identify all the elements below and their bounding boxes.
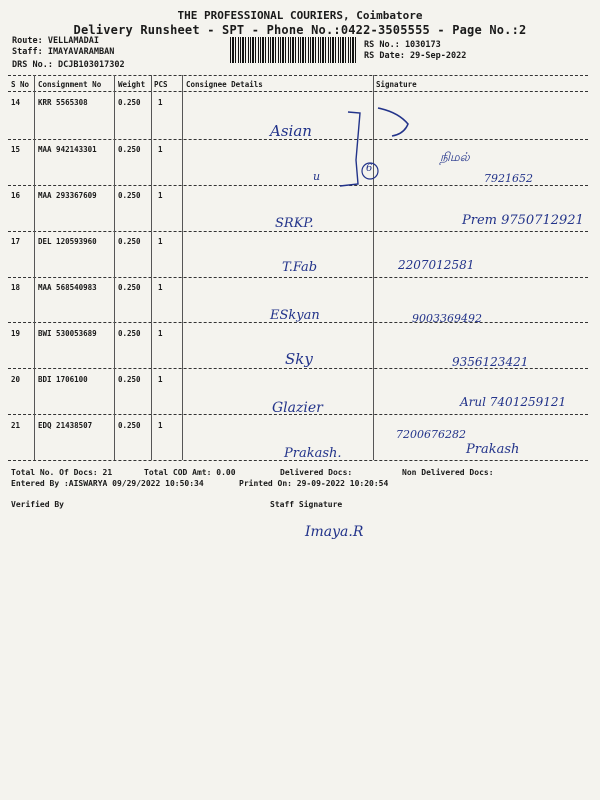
col-header-weight: Weight [118, 80, 146, 89]
weight: 0.250 [118, 283, 141, 292]
handwritten-tfab: T.Fab [282, 260, 318, 275]
handwritten-sky: Sky [285, 350, 313, 368]
pcs: 1 [158, 191, 163, 200]
sno: 14 [11, 98, 21, 107]
sno: 15 [11, 145, 21, 154]
consignment-no: DEL 120593960 [38, 237, 97, 246]
weight: 0.250 [118, 191, 141, 200]
company-title: THE PROFESSIONAL COURIERS, Coimbatore [177, 9, 423, 22]
bracket-stroke [340, 112, 360, 186]
non-delivered-docs: Non Delivered Docs: [402, 468, 494, 477]
signature-row15-phone: 7921652 [484, 172, 533, 185]
col-header-sno: S No [11, 80, 30, 89]
signature-row19: 9356123421 [452, 355, 529, 369]
consignment-no: MAA 568540983 [38, 283, 97, 292]
sno: 17 [11, 237, 21, 246]
drs-number: DRS No.: DCJB103017302 [12, 60, 125, 70]
staff-signature: Imaya.R [305, 524, 364, 540]
weight: 0.250 [118, 98, 141, 107]
pcs: 1 [158, 329, 163, 338]
signature-row17: 2207012581 [398, 258, 475, 272]
consignment-no: BDI 1706100 [38, 375, 88, 384]
handwritten-u: u [313, 170, 321, 183]
consignment-no: MAA 293367609 [38, 191, 97, 200]
consignment-no: KRR 5565308 [38, 98, 88, 107]
weight: 0.250 [118, 421, 141, 430]
col-header-signature: Signature [376, 80, 417, 89]
sno: 20 [11, 375, 21, 384]
pcs: 1 [158, 145, 163, 154]
pcs: 1 [158, 237, 163, 246]
signature-row20: Arul 7401259121 [460, 395, 567, 409]
runsheet-title: Delivery Runsheet - SPT - Phone No.:0422-3505555 - Page No.:2 [73, 23, 527, 37]
pcs: 1 [158, 421, 163, 430]
handwritten-srkp: SRKP. [275, 216, 314, 231]
sno: 18 [11, 283, 21, 292]
sno: 16 [11, 191, 21, 200]
signature-row21-phone: 7200676282 [396, 428, 466, 441]
signature-row21: Prakash [466, 442, 520, 457]
verified-by: Verified By [11, 500, 64, 509]
rs-number: RS No.: 1030173 [364, 40, 441, 50]
signature-row18: 9003369492 [412, 312, 482, 325]
pcs: 1 [158, 98, 163, 107]
consignment-no: EDQ 21438507 [38, 421, 93, 430]
staff-label: Staff: IMAYAVARAMBAN [12, 47, 115, 57]
consignment-no: MAA 942143301 [38, 145, 97, 154]
entered-by: Entered By :AISWARYA 09/29/2022 10:50:34 [11, 479, 204, 488]
delivered-docs: Delivered Docs: [280, 468, 353, 477]
handwritten-glazier: Glazier [272, 400, 323, 416]
col-header-consignment: Consignment No [38, 80, 102, 89]
total-cod: Total COD Amt: 0.00 [144, 468, 236, 477]
staff-signature-label: Staff Signature [270, 500, 343, 509]
col-header-pcs: PCS [154, 80, 168, 89]
weight: 0.250 [118, 145, 141, 154]
pcs: 1 [158, 283, 163, 292]
pcs: 1 [158, 375, 163, 384]
sno: 19 [11, 329, 21, 338]
route-label: Route: VELLAMADAI [12, 36, 99, 46]
weight: 0.250 [118, 237, 141, 246]
printed-on: Printed On: 29-09-2022 10:20:54 [239, 479, 389, 488]
signature-row16: Prem 9750712921 [462, 213, 584, 228]
weight: 0.250 [118, 329, 141, 338]
weight: 0.250 [118, 375, 141, 384]
handwritten-prakash: Prakash. [284, 446, 342, 461]
handwritten-circled-number: 6 [366, 163, 373, 174]
handwritten-asian: Asian [270, 122, 312, 140]
sno: 21 [11, 421, 21, 430]
check-stroke [378, 108, 408, 136]
col-header-consignee: Consignee Details [186, 80, 263, 89]
rs-date: RS Date: 29-Sep-2022 [364, 51, 467, 61]
handwritten-eskyan: ESkyan [270, 308, 320, 323]
consignment-no: BWI 530053689 [38, 329, 97, 338]
total-docs: Total No. Of Docs: 21 [11, 468, 113, 477]
signature-row15: நிமல் [440, 150, 470, 164]
